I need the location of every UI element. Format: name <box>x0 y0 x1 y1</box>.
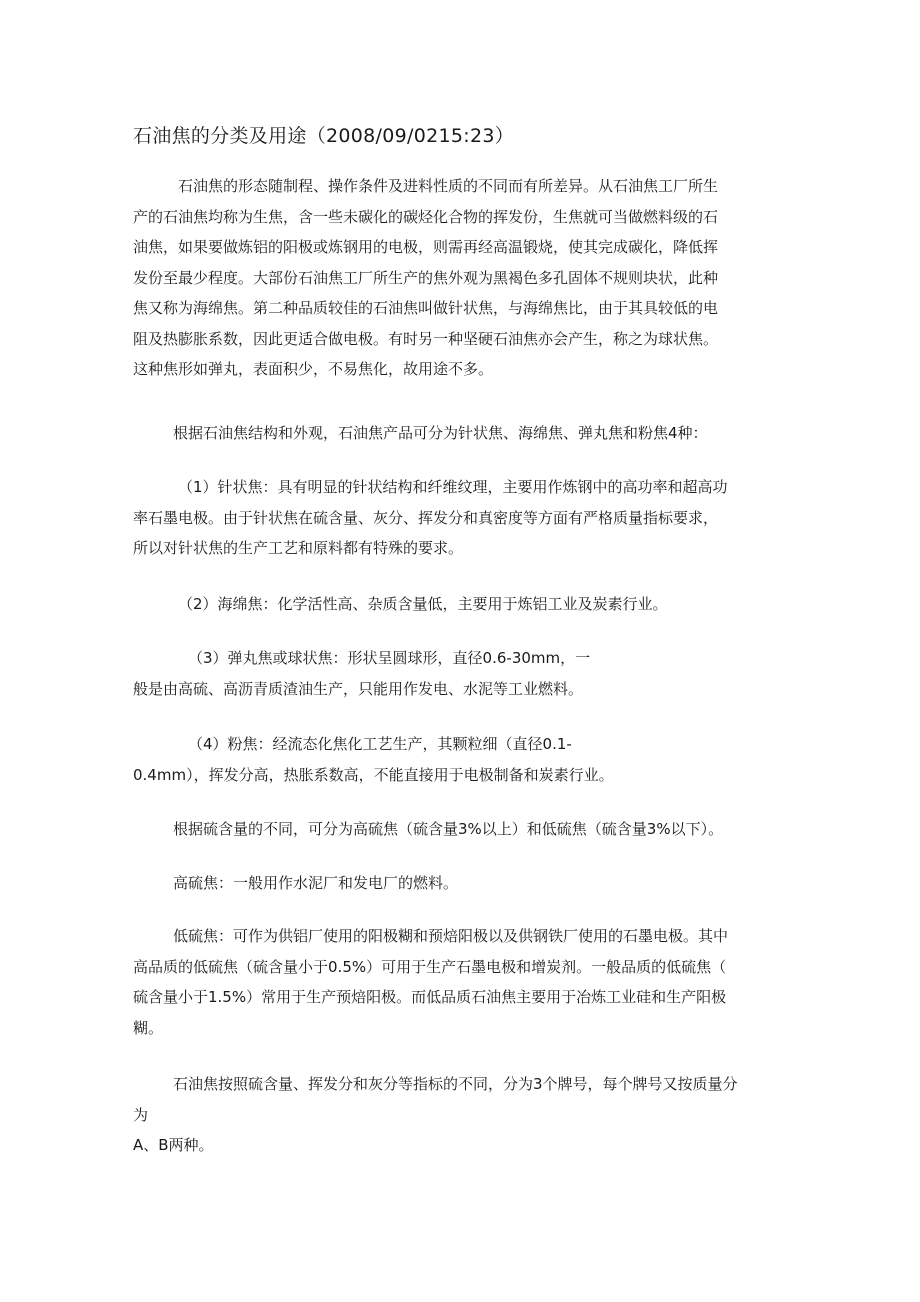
paragraph-line: 低硫焦：可作为供铝厂使用的阳极糊和预焙阳极以及供钢铁厂使用的石墨电极。其中 <box>173 927 729 945</box>
paragraph-intro <box>133 171 793 385</box>
paragraph-line: 率石墨电极。由于针状焦在硫含量、灰分、挥发分和真密度等方面有严格质量指标要求， <box>133 508 719 527</box>
page-title: 石油焦的分类及用途（2008/09/0215:23） <box>133 125 515 147</box>
paragraph-line: 石油焦的形态随制程、操作条件及进料性质的不同而有所差异。从石油焦工厂所生 <box>178 177 719 195</box>
paragraph-line: 根据硫含量的不同，可分为高硫焦（硫含量3%以上）和低硫焦（硫含量3%以下）。 <box>173 820 724 838</box>
paragraph-line: 阻及热膨胀系数，因此更适合做电极。有时另一种坚硬石油焦亦会产生，称之为球状焦。 <box>133 329 719 348</box>
paragraph-powder-coke <box>133 729 793 790</box>
paragraph-line: 石油焦按照硫含量、挥发分和灰分等指标的不同，分为3个牌号，每个牌号又按质量分 <box>173 1075 738 1093</box>
paragraph-line: 油焦，如果要做炼铝的阳极或炼钢用的电极，则需再经高温锻烧，使其完成碳化，降低挥 <box>133 238 719 256</box>
paragraph-line: （3）弹丸焦或球状焦：形状呈圆球形，直径0.6-30mm，一 <box>188 649 591 667</box>
paragraph-shot-coke <box>133 643 793 704</box>
paragraph-classification-intro <box>133 418 793 449</box>
paragraph-line: 般是由高硫、高沥青质渣油生产，只能用作发电、水泥等工业燃料。 <box>133 679 584 698</box>
paragraph-line: （2）海绵焦：化学活性高、杂质含量低，主要用于炼铝工业及炭素行业。 <box>178 595 668 613</box>
paragraph-high-sulfur <box>133 868 793 899</box>
paragraph-sponge-coke <box>133 589 793 620</box>
paragraph-line: 高品质的低硫焦（硫含量小于0.5%）可用于生产石墨电极和增炭剂。一般品质的低硫焦（ <box>133 957 727 976</box>
paragraph-line: 这种焦形如弹丸，表面积少，不易焦化，故用途不多。 <box>133 360 494 378</box>
paragraph-sulfur-intro <box>133 814 793 845</box>
paragraph-grades <box>133 1069 793 1161</box>
paragraph-needle-coke <box>133 472 793 564</box>
paragraph-line: 所以对针状焦的生产工艺和原料都有特殊的要求。 <box>133 539 464 557</box>
paragraph-line: （4）粉焦：经流态化焦化工艺生产，其颗粒细（直径0.1- <box>188 735 572 753</box>
paragraph-low-sulfur <box>133 921 793 1043</box>
paragraph-line: 为 <box>133 1105 149 1124</box>
paragraph-line: 产的石油焦均称为生焦，含一些未碳化的碳烃化合物的挥发份，生焦就可当做燃料级的石 <box>133 207 719 226</box>
paragraph-line: 焦又称为海绵焦。第二种品质较佳的石油焦叫做针状焦，与海绵焦比，由于其具较低的电 <box>133 299 719 317</box>
paragraph-line: 高硫焦：一般用作水泥厂和发电厂的燃料。 <box>173 874 459 892</box>
paragraph-line: 硫含量小于1.5%）常用于生产预焙阳极。而低品质石油焦主要用于冶炼工业硅和生产阳极 <box>133 988 727 1006</box>
paragraph-line: 根据石油焦结构和外观，石油焦产品可分为针状焦、海绵焦、弹丸焦和粉焦4种： <box>173 424 708 442</box>
paragraph-line: 发份至最少程度。大部份石油焦工厂所生产的焦外观为黑褐色多孔固体不规则块状，此种 <box>133 268 719 287</box>
paragraph-line: A、B两种。 <box>133 1136 214 1154</box>
paragraph-line: 0.4mm），挥发分高，热胀系数高，不能直接用于电极制备和炭素行业。 <box>133 765 614 784</box>
paragraph-line: （1）针状焦：具有明显的针状结构和纤维纹理，主要用作炼钢中的高功率和超高功 <box>178 478 728 496</box>
paragraph-line: 糊。 <box>133 1018 164 1037</box>
